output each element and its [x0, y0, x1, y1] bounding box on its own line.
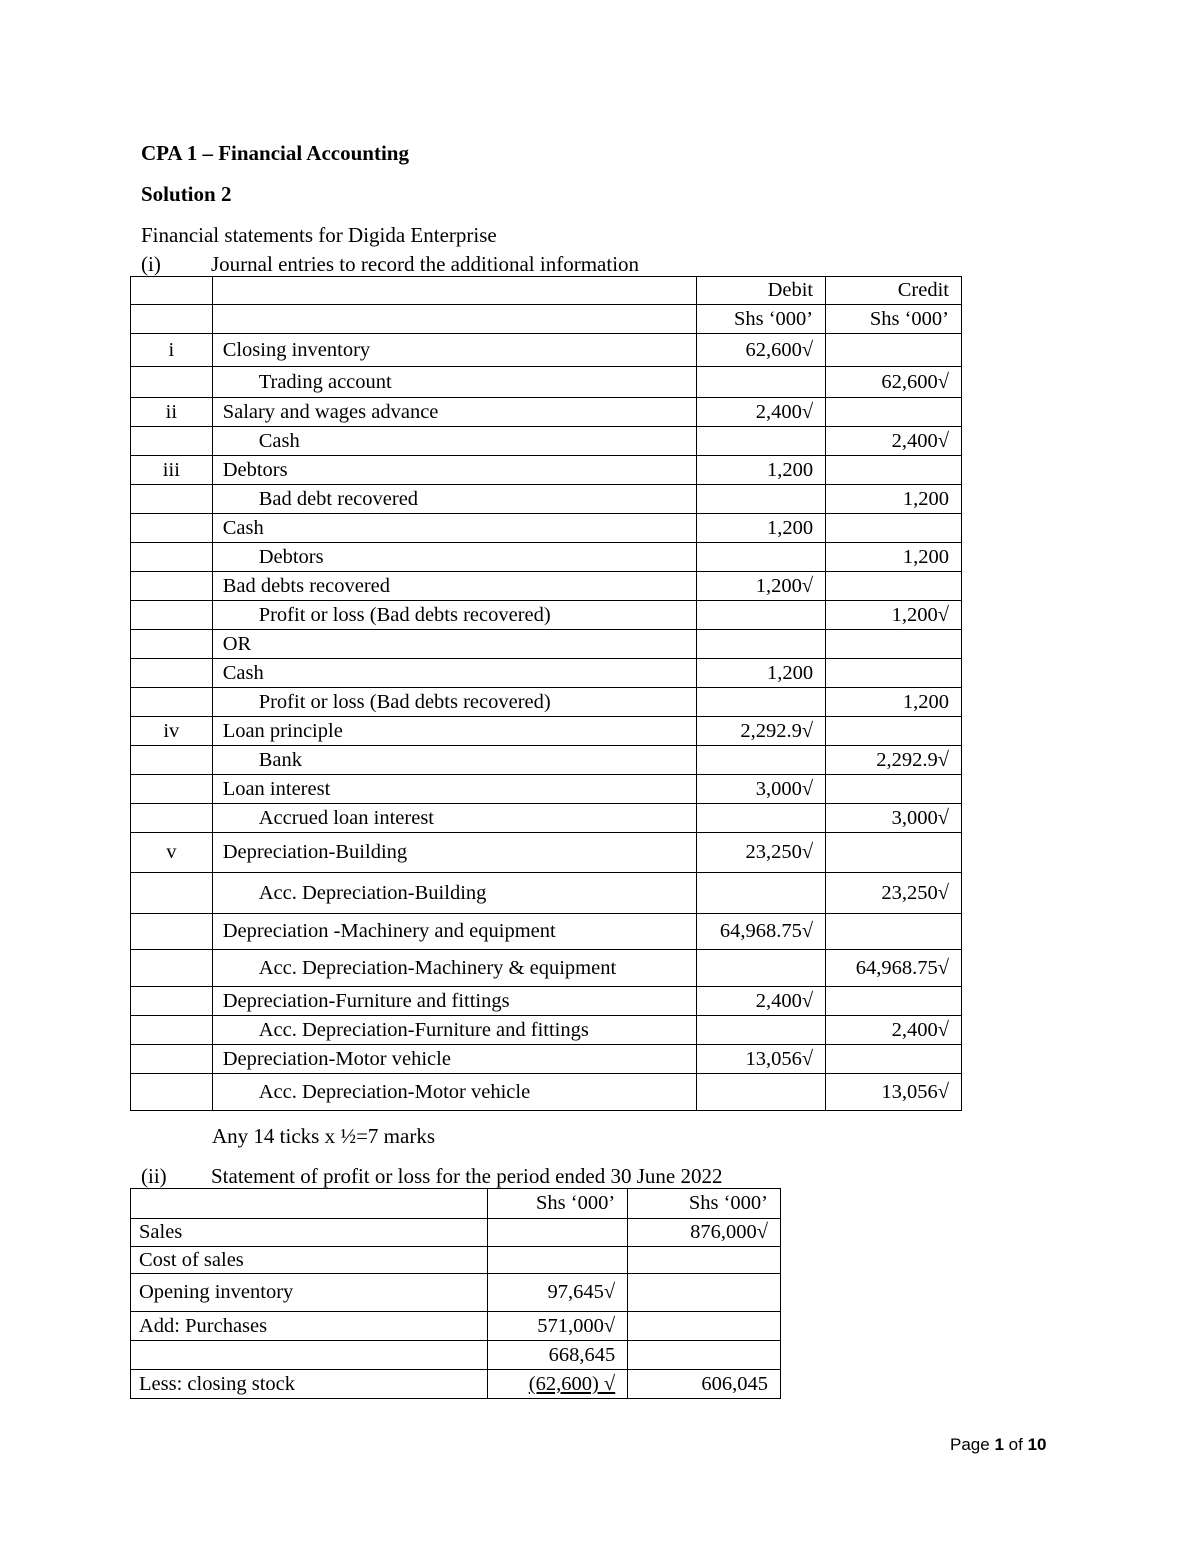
- debit-amount: 23,250√: [697, 833, 826, 873]
- col1-header: Shs ‘000’: [488, 1189, 628, 1219]
- credit-amount: [826, 514, 962, 543]
- pl-row: [131, 1312, 781, 1341]
- entry-description: Acc. Depreciation-Motor vehicle: [212, 1074, 697, 1111]
- journal-row: [131, 334, 962, 367]
- entry-ref: [131, 804, 213, 833]
- debit-amount: 62,600√: [697, 334, 826, 367]
- pl-row: [131, 1370, 781, 1399]
- section-2-heading: [141, 1164, 841, 1188]
- page-label: Page: [950, 1435, 990, 1454]
- amount-col1: 668,645: [488, 1341, 628, 1370]
- debit-amount: 13,056√: [697, 1045, 826, 1074]
- debit-amount: [697, 1074, 826, 1111]
- amount-col2: [628, 1274, 781, 1312]
- section-title: Journal entries to record the additional information: [211, 252, 640, 276]
- credit-amount: 62,600√: [826, 367, 962, 398]
- section-number: (i): [141, 252, 161, 276]
- credit-amount: [826, 334, 962, 367]
- entry-ref: [131, 427, 213, 456]
- entry-description: Accrued loan interest: [212, 804, 697, 833]
- page-footer: [950, 1435, 1046, 1455]
- entry-description: Profit or loss (Bad debts recovered): [212, 601, 697, 630]
- journal-table: [130, 276, 962, 1111]
- credit-amount: [826, 717, 962, 746]
- col2-header: Shs ‘000’: [628, 1189, 781, 1219]
- credit-amount: [826, 398, 962, 427]
- line-item: [131, 1341, 488, 1370]
- journal-row: [131, 804, 962, 833]
- journal-row: [131, 659, 962, 688]
- credit-amount: 2,292.9√: [826, 746, 962, 775]
- entry-ref: i: [131, 334, 213, 367]
- entry-ref: [131, 1016, 213, 1045]
- credit-amount: [826, 987, 962, 1016]
- entry-description: Depreciation-Motor vehicle: [212, 1045, 697, 1074]
- journal-row: [131, 485, 962, 514]
- debit-amount: [697, 950, 826, 987]
- journal-row: [131, 914, 962, 950]
- credit-amount: 13,056√: [826, 1074, 962, 1111]
- journal-row: [131, 1045, 962, 1074]
- debit-unit: Shs ‘000’: [697, 305, 826, 334]
- entry-ref: iv: [131, 717, 213, 746]
- debit-amount: [697, 804, 826, 833]
- entry-description: Depreciation-Building: [212, 833, 697, 873]
- journal-row: [131, 514, 962, 543]
- amount-col2: 876,000√: [628, 1219, 781, 1247]
- journal-row: [131, 572, 962, 601]
- debit-amount: [697, 367, 826, 398]
- entry-ref: [131, 987, 213, 1016]
- of-label: of: [1008, 1435, 1023, 1454]
- credit-amount: [826, 630, 962, 659]
- entry-ref: [131, 746, 213, 775]
- header-cell: [131, 277, 213, 305]
- document-title: CPA 1 – Financial Accounting: [141, 141, 409, 165]
- credit-amount: 3,000√: [826, 804, 962, 833]
- entry-ref: [131, 1045, 213, 1074]
- pl-row: [131, 1341, 781, 1370]
- entry-description: Loan principle: [212, 717, 697, 746]
- credit-amount: 2,400√: [826, 427, 962, 456]
- amount-col1: [488, 1247, 628, 1274]
- header-cell: [212, 305, 697, 334]
- pl-row: [131, 1274, 781, 1312]
- entry-ref: [131, 914, 213, 950]
- header-cell: [131, 305, 213, 334]
- journal-row: [131, 775, 962, 804]
- header-cell: [212, 277, 697, 305]
- journal-row: [131, 717, 962, 746]
- entry-description: Acc. Depreciation-Building: [212, 873, 697, 914]
- journal-row: [131, 427, 962, 456]
- entry-ref: [131, 514, 213, 543]
- debit-amount: 1,200: [697, 659, 826, 688]
- credit-amount: 1,200: [826, 485, 962, 514]
- entry-ref: [131, 485, 213, 514]
- pl-header-row: [131, 1189, 781, 1219]
- debit-amount: 2,400√: [697, 987, 826, 1016]
- section-number: (ii): [141, 1164, 167, 1188]
- entry-description: Closing inventory: [212, 334, 697, 367]
- entry-description: Loan interest: [212, 775, 697, 804]
- journal-row: [131, 630, 962, 659]
- amount-col2: 606,045: [628, 1370, 781, 1399]
- line-item: Add: Purchases: [131, 1312, 488, 1341]
- credit-amount: [826, 775, 962, 804]
- entry-ref: [131, 543, 213, 572]
- journal-row: [131, 456, 962, 485]
- journal-header-row: [131, 277, 962, 305]
- entry-description: Profit or loss (Bad debts recovered): [212, 688, 697, 717]
- credit-amount: [826, 914, 962, 950]
- amount-col1: 571,000√: [488, 1312, 628, 1341]
- journal-row: [131, 688, 962, 717]
- debit-amount: 2,292.9√: [697, 717, 826, 746]
- entry-ref: [131, 601, 213, 630]
- amount-col1: 97,645√: [488, 1274, 628, 1312]
- entry-ref: v: [131, 833, 213, 873]
- journal-row: [131, 1074, 962, 1111]
- amount-col2: [628, 1247, 781, 1274]
- credit-amount: 1,200: [826, 688, 962, 717]
- entry-description: OR: [212, 630, 697, 659]
- entry-description: Debtors: [212, 456, 697, 485]
- credit-unit: Shs ‘000’: [826, 305, 962, 334]
- line-item: Cost of sales: [131, 1247, 488, 1274]
- journal-row: [131, 398, 962, 427]
- journal-row: [131, 950, 962, 987]
- credit-amount: [826, 659, 962, 688]
- debit-amount: [697, 630, 826, 659]
- entry-description: Depreciation-Furniture and fittings: [212, 987, 697, 1016]
- entry-description: Cash: [212, 659, 697, 688]
- solution-heading: Solution 2: [141, 182, 232, 206]
- debit-amount: 64,968.75√: [697, 914, 826, 950]
- debit-amount: [697, 688, 826, 717]
- entry-ref: [131, 367, 213, 398]
- page-total: 10: [1027, 1435, 1047, 1454]
- journal-row: [131, 367, 962, 398]
- debit-amount: [697, 485, 826, 514]
- journal-row: [131, 543, 962, 572]
- amount-col2: [628, 1341, 781, 1370]
- debit-header: Debit: [697, 277, 826, 305]
- entry-ref: [131, 630, 213, 659]
- entry-description: Salary and wages advance: [212, 398, 697, 427]
- debit-amount: 1,200: [697, 514, 826, 543]
- debit-amount: 3,000√: [697, 775, 826, 804]
- entry-description: Cash: [212, 427, 697, 456]
- entry-description: Bad debt recovered: [212, 485, 697, 514]
- credit-amount: [826, 456, 962, 485]
- header-cell: [131, 1189, 488, 1219]
- credit-amount: 23,250√: [826, 873, 962, 914]
- amount-col1: [488, 1219, 628, 1247]
- debit-amount: 1,200√: [697, 572, 826, 601]
- entry-ref: ii: [131, 398, 213, 427]
- journal-row: [131, 987, 962, 1016]
- credit-amount: 1,200√: [826, 601, 962, 630]
- entry-description: Bank: [212, 746, 697, 775]
- entry-ref: [131, 659, 213, 688]
- entry-description: Cash: [212, 514, 697, 543]
- debit-amount: 1,200: [697, 456, 826, 485]
- entry-ref: [131, 873, 213, 914]
- entry-ref: [131, 572, 213, 601]
- entry-ref: iii: [131, 456, 213, 485]
- pl-row: [131, 1247, 781, 1274]
- credit-amount: [826, 1045, 962, 1074]
- journal-row: [131, 873, 962, 914]
- amount-col1: (62,600) √: [488, 1370, 628, 1399]
- entry-ref: [131, 688, 213, 717]
- debit-amount: [697, 873, 826, 914]
- entry-description: Debtors: [212, 543, 697, 572]
- debit-amount: [697, 746, 826, 775]
- entry-description: Acc. Depreciation-Furniture and fittings: [212, 1016, 697, 1045]
- journal-row: [131, 601, 962, 630]
- entry-ref: [131, 775, 213, 804]
- amount-col2: [628, 1312, 781, 1341]
- marks-note: Any 14 ticks x ½=7 marks: [212, 1124, 435, 1148]
- entry-ref: [131, 1074, 213, 1111]
- credit-amount: 2,400√: [826, 1016, 962, 1045]
- page-number: 1: [994, 1435, 1004, 1454]
- line-item: Sales: [131, 1219, 488, 1247]
- journal-unit-row: [131, 305, 962, 334]
- credit-amount: [826, 572, 962, 601]
- debit-amount: [697, 427, 826, 456]
- profit-loss-table: [130, 1188, 781, 1399]
- entry-ref: [131, 950, 213, 987]
- entry-description: Depreciation -Machinery and equipment: [212, 914, 697, 950]
- debit-amount: [697, 543, 826, 572]
- section-title: Statement of profit or loss for the period ended 30 June 2022: [211, 1164, 723, 1188]
- pl-row: [131, 1219, 781, 1247]
- journal-row: [131, 833, 962, 873]
- credit-amount: 1,200: [826, 543, 962, 572]
- journal-row: [131, 746, 962, 775]
- entry-description: Acc. Depreciation-Machinery & equipment: [212, 950, 697, 987]
- line-item: Less: closing stock: [131, 1370, 488, 1399]
- debit-amount: [697, 1016, 826, 1045]
- entry-description: Bad debts recovered: [212, 572, 697, 601]
- section-1-heading: [141, 252, 841, 276]
- journal-row: [131, 1016, 962, 1045]
- credit-header: Credit: [826, 277, 962, 305]
- credit-amount: [826, 833, 962, 873]
- credit-amount: 64,968.75√: [826, 950, 962, 987]
- debit-amount: 2,400√: [697, 398, 826, 427]
- line-item: Opening inventory: [131, 1274, 488, 1312]
- entry-description: Trading account: [212, 367, 697, 398]
- debit-amount: [697, 601, 826, 630]
- intro-text: Financial statements for Digida Enterprise: [141, 223, 497, 247]
